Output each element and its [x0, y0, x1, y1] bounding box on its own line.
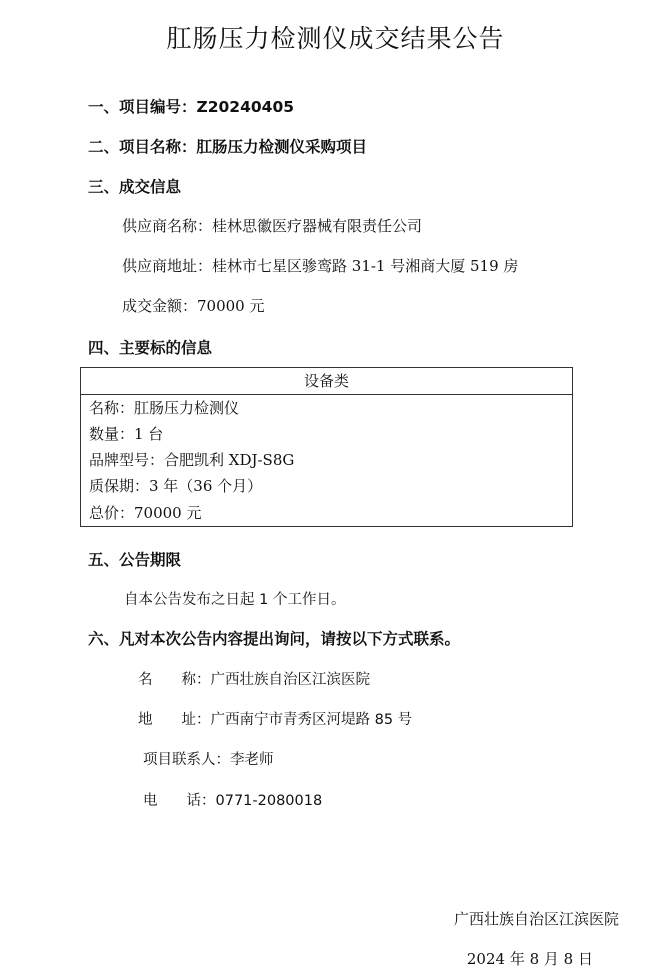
table-header: 设备类	[81, 368, 573, 395]
project-number: 一、项目编号：Z20240405	[88, 98, 295, 116]
table-row: 数量：1 台	[81, 421, 573, 447]
contact-address-label: 地 址：	[138, 712, 211, 728]
contact-address-value: 广西南宁市青秀区河堤路 85 号	[210, 712, 413, 728]
main-items-heading: 四、主要标的信息	[88, 339, 213, 357]
contact-person: 项目联系人：李老师	[143, 752, 274, 768]
notice-period-heading: 五、公告期限	[88, 551, 182, 569]
project-name: 二、项目名称：肛肠压力检测仪采购项目	[88, 138, 368, 156]
contact-name-label: 名 称：	[138, 672, 211, 688]
contact-heading: 六、凡对本次公告内容提出询问，请按以下方式联系。	[88, 630, 461, 648]
contact-phone-row	[143, 789, 322, 810]
supplier-name: 供应商名称：桂林思徽医疗器械有限责任公司	[122, 217, 423, 235]
deal-amount: 成交金额：70000 元	[122, 297, 265, 315]
table-row: 质保期：3 年（36 个月）	[81, 473, 573, 499]
notice-period-text: 自本公告发布之日起 1 个工作日。	[124, 592, 346, 608]
contact-name-value: 广西壮族自治区江滨医院	[210, 672, 370, 688]
table-row: 名称：肛肠压力检测仪	[81, 395, 573, 422]
contact-name-row	[138, 668, 370, 689]
footer-organization: 广西壮族自治区江滨医院	[453, 910, 619, 928]
table-row: 品牌型号：合肥凯利 XDJ-S8G	[81, 447, 573, 473]
deal-info-heading: 三、成交信息	[88, 178, 182, 196]
contact-address-row	[138, 708, 412, 729]
contact-phone-label: 电 话：	[143, 793, 216, 809]
contact-phone-value: 0771-2080018	[215, 793, 323, 809]
equipment-table	[80, 367, 573, 527]
footer-date: 2024 年 8 月 8 日	[466, 950, 593, 968]
supplier-address: 供应商地址：桂林市七星区骖鸾路 31-1 号湘商大厦 519 房	[122, 257, 519, 275]
document-title: 肛肠压力检测仪成交结果公告	[166, 24, 505, 53]
table-row: 总价：70000 元	[81, 499, 573, 527]
